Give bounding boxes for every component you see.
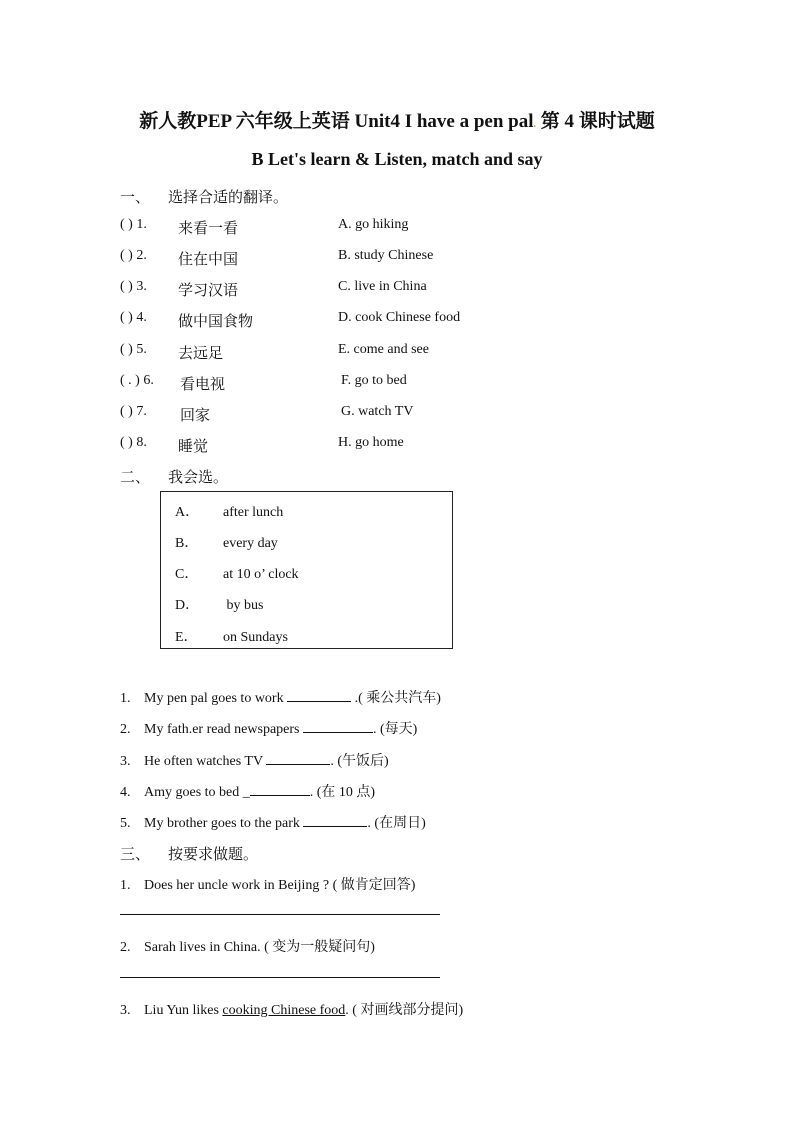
question-number: 2. (120, 940, 131, 955)
option-item (175, 532, 278, 552)
chinese-phrase: 来看一看 (178, 221, 239, 237)
page-subtitle: B Let's learn & Listen, match and say (251, 149, 543, 169)
question-text: Does her uncle work in Beijing ? ( 做肯定回答) (144, 878, 416, 893)
option-item (175, 563, 299, 583)
chinese-phrase: 回家 (180, 408, 211, 424)
question-number: 1. (120, 691, 131, 706)
section-1-number: 一、 (120, 190, 151, 206)
question-text: He often watches TV (144, 754, 267, 769)
option-text: by bus (223, 598, 264, 613)
question-number: 2. (120, 722, 131, 737)
option-letter: A． (175, 505, 200, 520)
question-number: 3. (120, 754, 131, 769)
section-1-heading (120, 186, 288, 207)
section-1-title: 选择合适的翻译。 (168, 190, 289, 206)
section-2-number: 二、 (120, 470, 151, 486)
answer-blank[interactable] (266, 752, 330, 765)
title-dot: . (533, 119, 537, 130)
english-phrase: A. go hiking (338, 217, 409, 232)
chinese-phrase: 学习汉语 (178, 283, 239, 299)
option-item (175, 594, 263, 614)
chinese-phrase: 住在中国 (178, 252, 239, 268)
section-2-heading (120, 466, 228, 487)
section-2-title: 我会选。 (168, 470, 229, 486)
english-phrase: F. go to bed (341, 373, 407, 388)
option-item (175, 501, 283, 521)
answer-blank[interactable] (303, 720, 373, 733)
option-text: every day (223, 536, 278, 551)
underlined-phrase: cooking Chinese food (222, 1003, 346, 1018)
question-hint: . (在周日) (367, 816, 426, 831)
page-title (0, 106, 794, 133)
answer-paren[interactable]: ( ) 4. (120, 310, 147, 325)
option-letter: D． (175, 598, 200, 613)
answer-paren[interactable]: ( ) 7. (120, 404, 147, 419)
english-phrase: B. study Chinese (338, 248, 434, 263)
question-text: Amy goes to bed _ (144, 785, 250, 800)
question-text: My fath.er read newspapers (144, 722, 303, 737)
option-letter: E． (175, 630, 198, 645)
answer-paren[interactable]: ( ) 5. (120, 342, 147, 357)
answer-paren[interactable]: ( ) 8. (120, 435, 147, 450)
options-box (160, 491, 453, 649)
fill-question (120, 718, 417, 738)
fill-question (120, 781, 375, 801)
english-phrase: C. live in China (338, 279, 427, 294)
option-letter: C． (175, 567, 199, 582)
answer-blank[interactable] (303, 814, 367, 827)
question-number: 3. (120, 1003, 131, 1018)
question-number: 5. (120, 816, 131, 831)
english-phrase: E. come and see (338, 342, 429, 357)
question-number: 1. (120, 878, 131, 893)
section-3-heading (120, 843, 258, 864)
fill-question (120, 687, 441, 707)
option-letter: B． (175, 536, 199, 551)
option-text: at 10 o’ clock (223, 567, 299, 582)
question-hint: . (每天) (373, 722, 418, 737)
chinese-phrase: 做中国食物 (178, 314, 254, 330)
question-text: Liu Yun likes (144, 1003, 223, 1018)
question-hint: . (午饭后) (330, 754, 389, 769)
chinese-phrase: 睡觉 (178, 439, 209, 455)
rewrite-question (120, 936, 375, 956)
answer-line[interactable] (120, 977, 440, 978)
english-phrase: H. go home (338, 435, 404, 450)
question-number: 4. (120, 785, 131, 800)
answer-paren[interactable]: ( ) 1. (120, 217, 147, 232)
option-item (175, 626, 288, 646)
question-text: Sarah lives in China. ( 变为一般疑问句) (144, 940, 375, 955)
fill-question (120, 812, 426, 832)
rewrite-question (120, 999, 463, 1019)
english-phrase: D. cook Chinese food (338, 310, 461, 325)
chinese-phrase: 去远足 (178, 346, 224, 362)
question-text: My brother goes to the park (144, 816, 304, 831)
section-3-number: 三、 (120, 847, 151, 863)
option-text: after lunch (223, 505, 284, 520)
chinese-phrase: 看电视 (180, 377, 226, 393)
fill-question (120, 750, 389, 770)
answer-paren[interactable]: ( ) 2. (120, 248, 147, 263)
answer-line[interactable] (120, 914, 440, 915)
answer-blank[interactable] (250, 783, 310, 796)
question-hint: . ( 对画线部分提问) (345, 1003, 464, 1018)
rewrite-question (120, 874, 415, 894)
answer-paren[interactable]: ( . ) 6. (120, 373, 154, 388)
english-phrase: G. watch TV (341, 404, 414, 419)
question-hint: .( 乘公共汽车) (351, 691, 441, 706)
title-main: 新人教PEP 六年级上英语 Unit4 I have a pen pal (139, 111, 534, 132)
question-text: My pen pal goes to work (144, 691, 288, 706)
question-hint: . (在 10 点) (309, 785, 376, 800)
section-3-title: 按要求做题。 (168, 847, 259, 863)
answer-paren[interactable]: ( ) 3. (120, 279, 147, 294)
title-tail: 第 4 课时试题 (536, 111, 655, 132)
option-text: on Sundays (223, 630, 288, 645)
answer-blank[interactable] (287, 689, 351, 702)
